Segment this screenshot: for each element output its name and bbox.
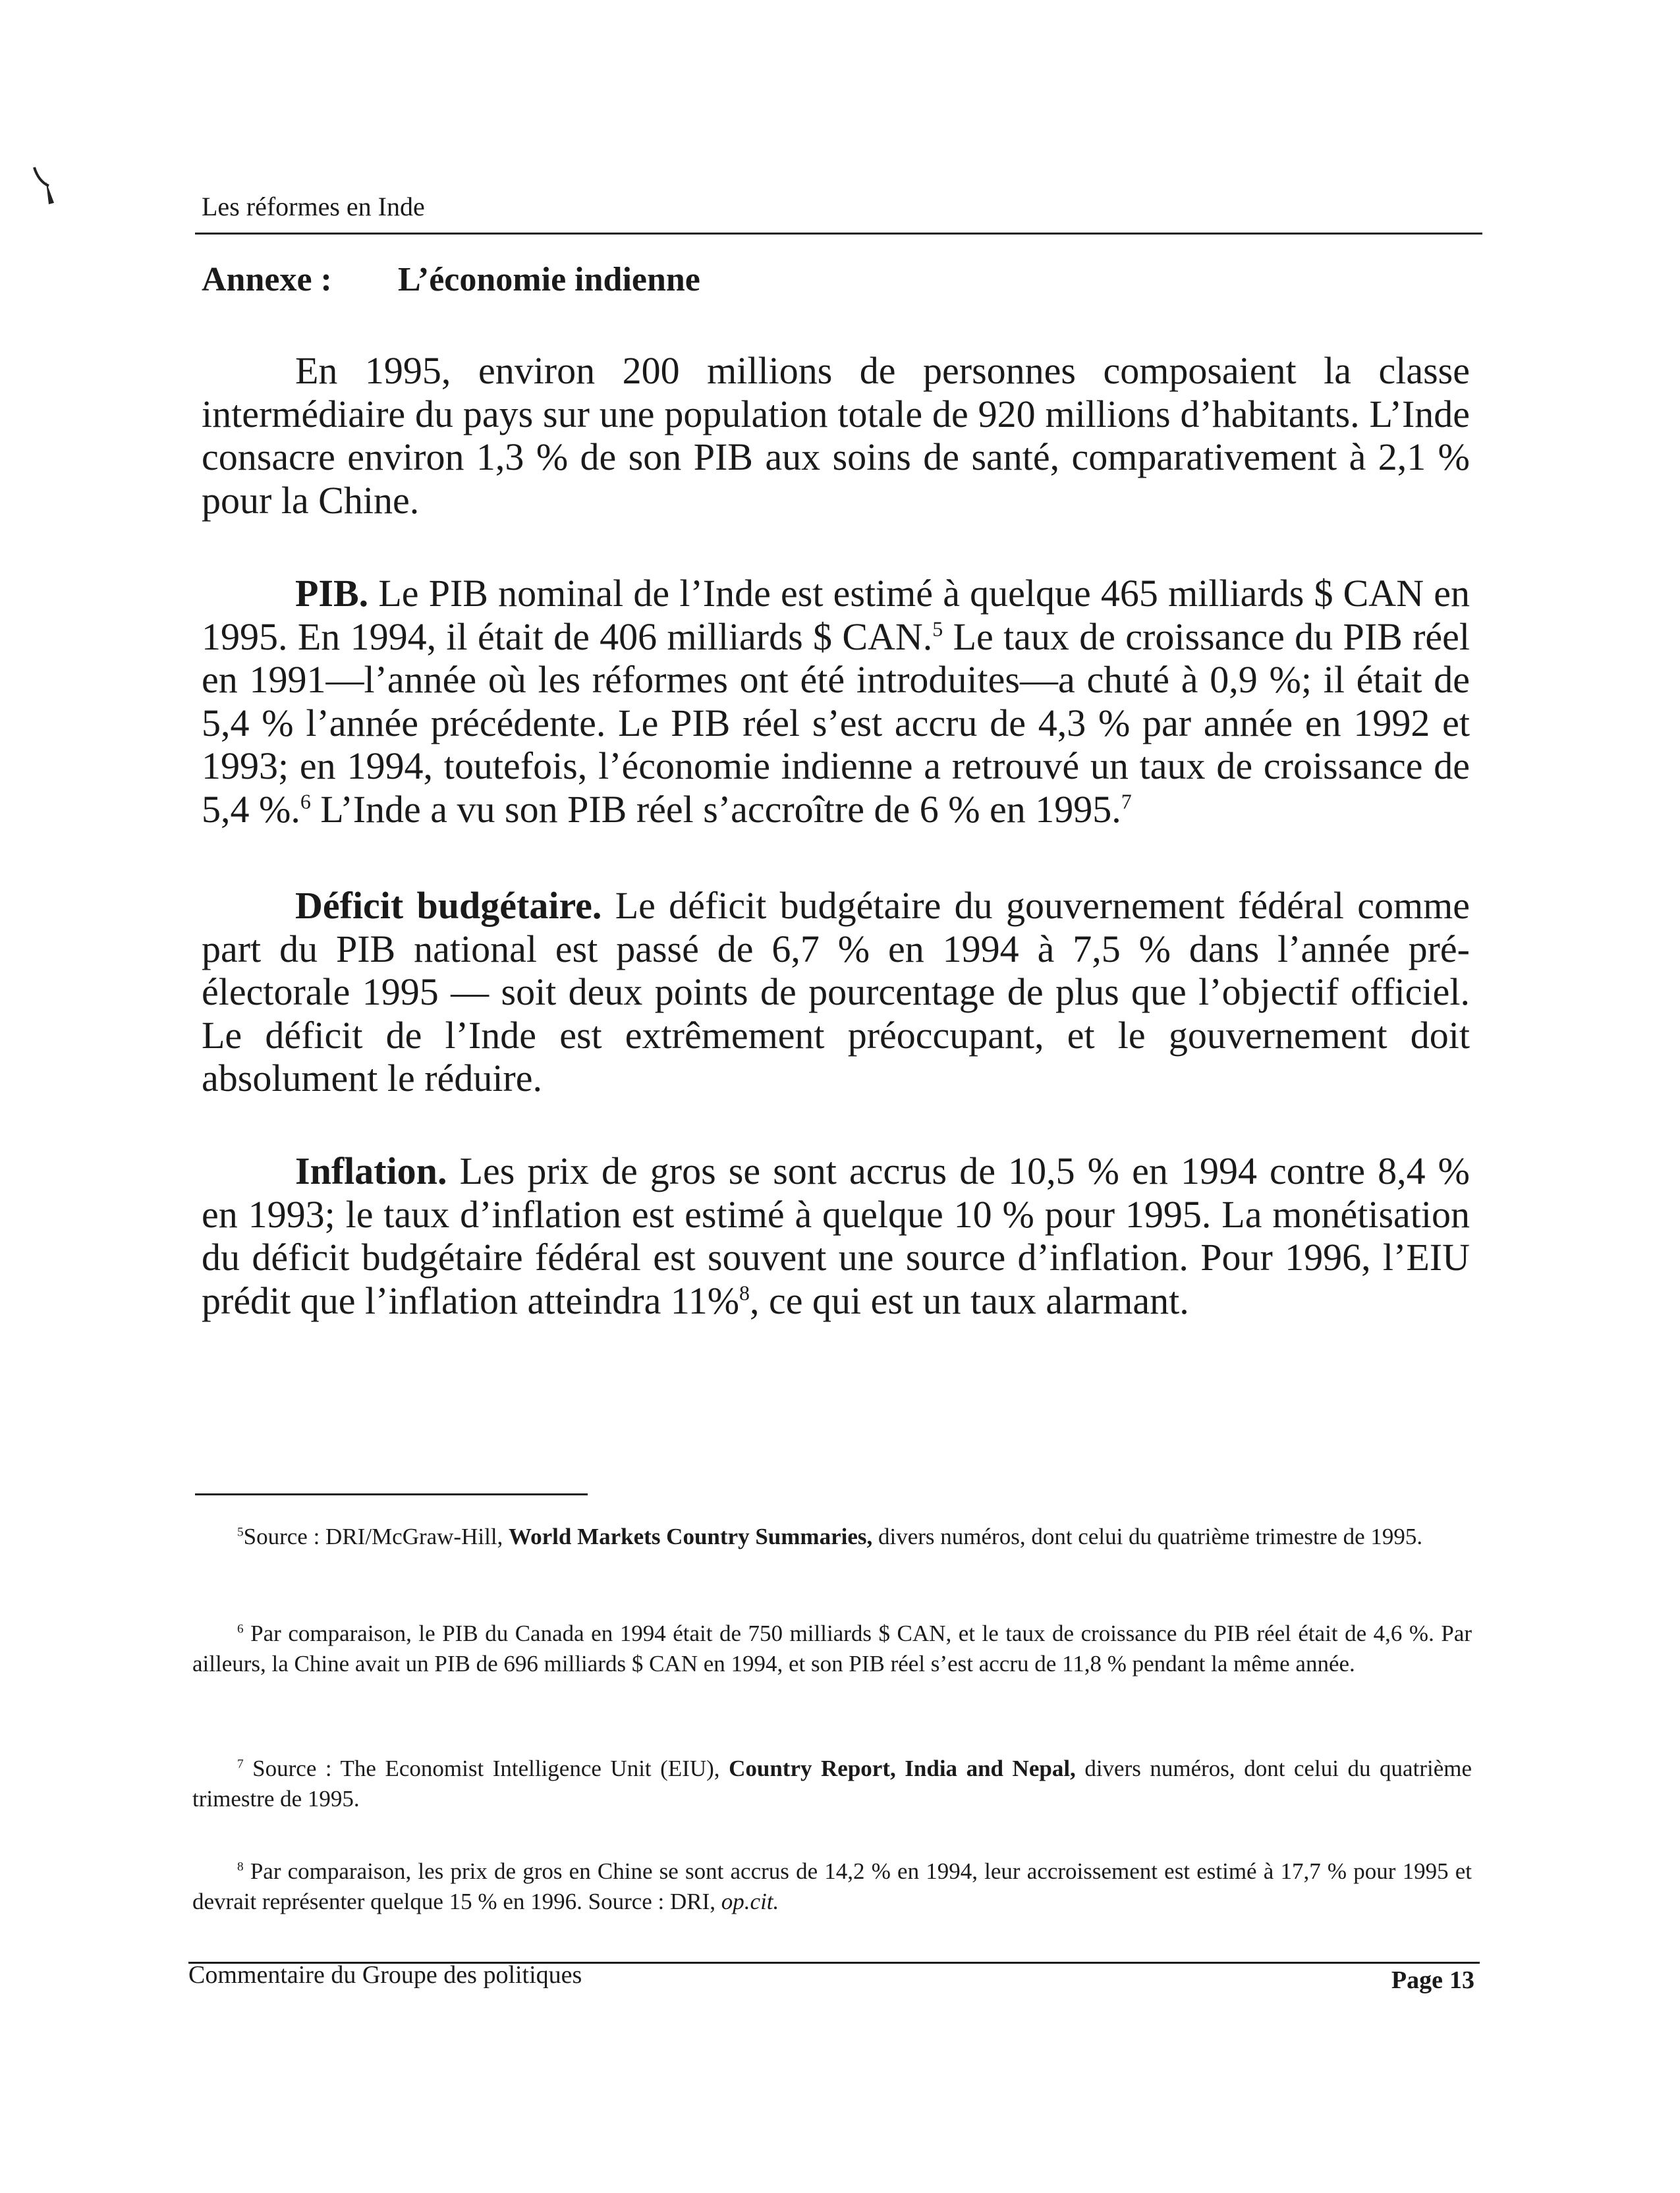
footnote-8 [192, 1856, 1472, 1917]
paragraph-lead: Inflation. [295, 1150, 447, 1192]
paragraph-text: , ce qui est un taux alarmant. [749, 1279, 1189, 1322]
footer-page-number [1391, 1966, 1474, 1995]
footnote-5 [192, 1522, 1472, 1552]
footnote-7 [192, 1754, 1472, 1814]
footnote-text: Par comparaison, les prix de gros en Chine se sont accrus de 14,2 % en 1994, leur accroissement est estimé à 17,7 % pour 1995 et devrait représenter quelque 15 % en 1996. Source : DRI, [192, 1858, 1472, 1914]
header-rule [195, 233, 1482, 235]
annex-label: Annexe : [202, 261, 332, 298]
paragraph-lead: Déficit budgétaire. [295, 884, 602, 927]
paragraph-inflation [202, 1150, 1470, 1322]
scan-mark-icon [29, 163, 61, 211]
footnote-number: 7 [237, 1757, 244, 1771]
footnote-text: Source : DRI/McGraw-Hill, [243, 1524, 509, 1549]
paragraph-text: En 1995, environ 200 millions de personnes composaient la classe intermédiaire du pays sur une population totale de 920 millions d’habitants. L’Inde consacre environ 1,3 % de son PIB aux soins de santé, comparativement à 2,1 % pour la Chine. [202, 349, 1470, 522]
footnote-number: 5 [237, 1525, 244, 1540]
footnote-citation: op.cit. [721, 1889, 779, 1914]
footnote-text: divers numéros, dont celui du quatrième trimestre de 1995. [192, 1756, 1472, 1812]
paragraph-text: L’Inde a vu son PIB réel s’accroître de 6 % en 1995. [310, 787, 1121, 831]
footnote-ref[interactable]: 5 [932, 617, 943, 641]
annex-title: L’économie indienne [398, 261, 700, 298]
footnote-ref[interactable]: 6 [300, 790, 311, 814]
footnote-text: Source : The Economist Intelligence Unit (EIU), [252, 1756, 729, 1781]
footnote-source-title: World Markets Country Summaries, [509, 1524, 873, 1549]
page-number: 13 [1449, 1966, 1474, 1994]
annex-heading [202, 260, 700, 299]
footnote-ref[interactable]: 7 [1121, 790, 1132, 814]
footnote-6 [192, 1619, 1472, 1679]
page-label: Page [1391, 1966, 1443, 1994]
footnote-number: 8 [237, 1860, 244, 1874]
footer-publication: Commentaire du Groupe des politiques [188, 1961, 582, 1989]
running-header: Les réformes en Inde [202, 192, 425, 221]
footnote-source-title: Country Report, India and Nepal, [729, 1756, 1076, 1781]
footnote-rule [195, 1493, 588, 1495]
footnote-ref[interactable]: 8 [739, 1281, 750, 1305]
footnote-number: 6 [237, 1622, 244, 1636]
footnote-text: divers numéros, dont celui du quatrième trimestre de 1995. [872, 1524, 1423, 1549]
paragraph-text: Le PIB nominal de l’Inde est estimé à quelque 465 milliards $ CAN en 1995. En 1994, il était de 406 milliards $ CAN. [202, 572, 1470, 658]
paragraph-pib [202, 572, 1470, 831]
paragraph-text: Le taux de croissance du PIB réel en 1991—l’année où les réformes ont été introduites—a chuté à 0,9 %; il était de 5,4 % l’année précédente. Le PIB réel s’est accru de 4,3 % par année en 1992 et 1993; en 1994, toutefois, l’économie indienne a retrouvé un taux de croissance de 5,4 %. [202, 615, 1470, 831]
paragraph-intro [202, 349, 1470, 522]
paragraph-text: Les prix de gros se sont accrus de 10,5 % en 1994 contre 8,4 % en 1993; le taux d’inflation est estimé à quelque 10 % pour 1995. La monétisation du déficit budgétaire fédéral est souvent une source d’inflation. Pour 1996, l’EIU prédit que l’inflation atteindra 11% [202, 1150, 1470, 1322]
footnote-text: Par comparaison, le PIB du Canada en 1994 était de 750 milliards $ CAN, et le taux de croissance du PIB réel était de 4,6 %. Par ailleurs, la Chine avait un PIB de 696 milliards $ CAN en 1994, et son PIB réel s’est accru de 11,8 % pendant la même année. [192, 1621, 1472, 1677]
paragraph-text: Le déficit budgétaire du gouvernement fédéral comme part du PIB national est passé de 6,7 % en 1994 à 7,5 % dans l’année pré-électorale 1995 — soit deux points de pourcentage de plus que l’objectif officiel. Le déficit de l’Inde est extrêmement préoccupant, et le gouvernement doit absolument le réduire. [202, 884, 1470, 1099]
paragraph-lead: PIB. [295, 572, 369, 615]
paragraph-deficit [202, 884, 1470, 1100]
